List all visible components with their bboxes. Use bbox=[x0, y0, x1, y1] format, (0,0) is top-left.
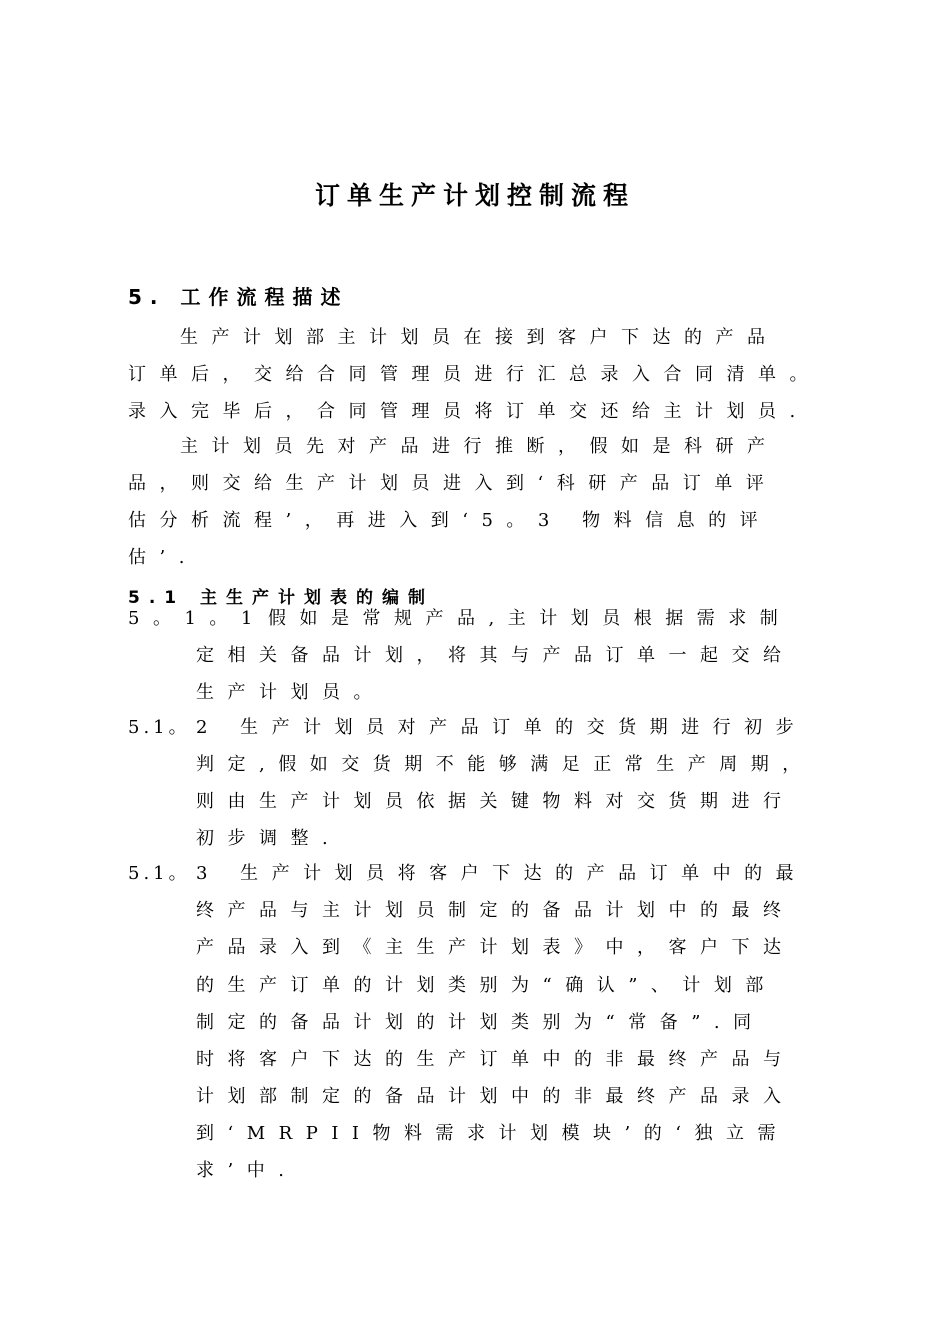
item-line: 判定,假如交货期不能够满足正常生产周期， bbox=[196, 754, 814, 775]
item-number: 5。1。1 bbox=[128, 608, 266, 629]
item-line: 的生产订单的计划类别为“确认”、计划部 bbox=[196, 975, 777, 996]
item-line: 3 生产计划员将客户下达的产品订单中的最 bbox=[196, 863, 808, 884]
paragraph-line: 估分析流程’，再进入到‘5。3 物料信息的评 bbox=[128, 510, 772, 531]
paragraph-line: 主计划员先对产品进行推断，假如是科研产 bbox=[180, 436, 779, 457]
section-heading: 5. 工作流程描述 bbox=[128, 285, 349, 309]
item-line: 初步调整. bbox=[196, 828, 342, 849]
item-line: 2 生产计划员对产品订单的交货期进行初步 bbox=[196, 717, 808, 738]
subsection-heading: 5.1 主生产计划表的编制 bbox=[128, 588, 435, 608]
item-number: 5.1。 bbox=[128, 717, 191, 738]
paragraph-line: 订单后，交给合同管理员进行汇总录入合同清单。 bbox=[128, 364, 821, 385]
item-line: 时将客户下达的生产订单中的非最终产品与 bbox=[196, 1049, 795, 1070]
paragraph-line: 录入完毕后，合同管理员将订单交还给主计划员. bbox=[128, 401, 809, 422]
item-line: 制定的备品计划的计划类别为“常备”.同 bbox=[196, 1012, 765, 1033]
document-title: 订单生产计划控制流程 bbox=[314, 181, 635, 210]
item-line: 求’中. bbox=[196, 1160, 298, 1181]
paragraph-line: 生产计划部主计划员在接到客户下达的产品 bbox=[180, 327, 779, 348]
item-line: 假如是常规产品,主计划员根据需求制 bbox=[268, 608, 792, 629]
item-line: 产品录入到《主生产计划表》中，客户下达 bbox=[196, 937, 795, 958]
paragraph-line: 估’. bbox=[128, 547, 198, 568]
item-number: 5.1。 bbox=[128, 863, 191, 884]
item-line: 终产品与主计划员制定的备品计划中的最终 bbox=[196, 900, 795, 921]
item-line: 生产计划员。 bbox=[196, 682, 385, 703]
item-line: 则由生产计划员依据关键物料对交货期进行 bbox=[196, 791, 795, 812]
paragraph-line: 品，则交给生产计划员进入到‘科研产品订单评 bbox=[128, 473, 778, 494]
item-line: 定相关备品计划，将其与产品订单一起交给 bbox=[196, 645, 795, 666]
item-line: 到‘MRPII物料需求计划模块’的‘独立需 bbox=[196, 1123, 789, 1144]
item-line: 计划部制定的备品计划中的非最终产品录入 bbox=[196, 1086, 795, 1107]
